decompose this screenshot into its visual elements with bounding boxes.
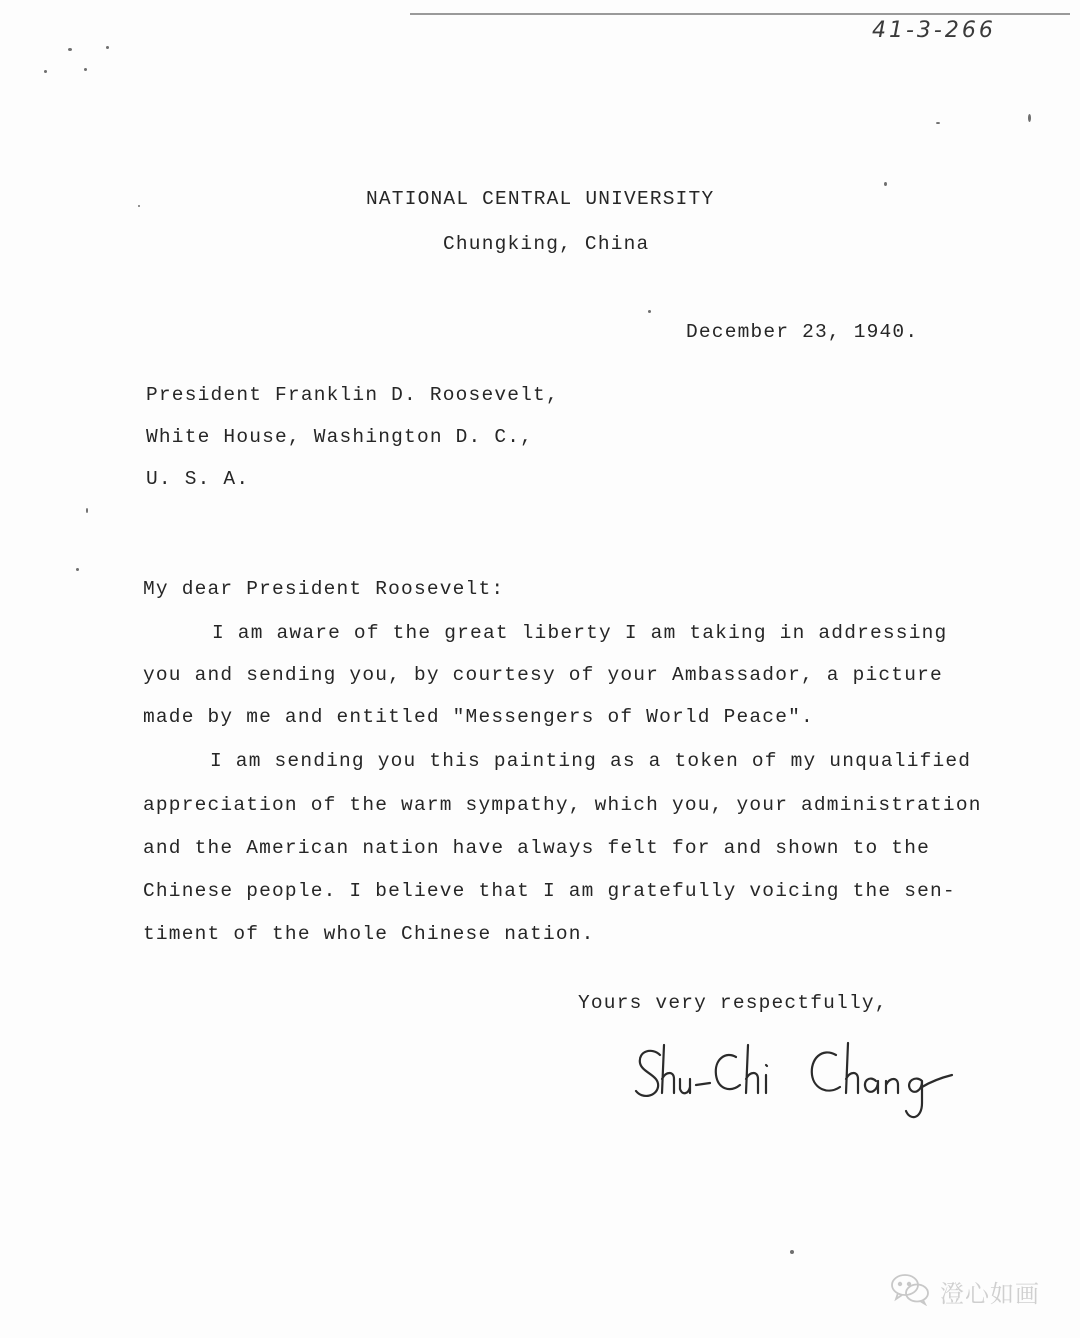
- archive-number: 41-3-266: [872, 18, 996, 43]
- scan-speck: [68, 48, 72, 51]
- scan-speck: [1028, 114, 1031, 122]
- recipient-line-3: U. S. A.: [146, 468, 250, 490]
- scan-speck: [936, 122, 940, 124]
- body-line: made by me and entitled "Messengers of World Peace".: [143, 706, 814, 728]
- scan-speck: [106, 46, 109, 49]
- scan-speck: [44, 70, 47, 73]
- body-line: I am sending you this painting as a token of my unqualified: [210, 750, 972, 772]
- recipient-line-1: President Franklin D. Roosevelt,: [146, 384, 559, 406]
- closing: Yours very respectfully,: [578, 992, 888, 1014]
- body-line: timent of the whole Chinese nation.: [143, 923, 595, 945]
- wechat-icon: [890, 1272, 932, 1311]
- scan-speck: [884, 182, 887, 186]
- scan-speck: [138, 205, 140, 207]
- body-line: I am aware of the great liberty I am taking in addressing: [212, 622, 948, 644]
- recipient-line-2: White House, Washington D. C.,: [146, 426, 534, 448]
- top-edge-rule: [410, 13, 1070, 15]
- watermark: [890, 1272, 1040, 1311]
- handwritten-signature: [630, 1035, 960, 1130]
- body-line: Chinese people. I believe that I am gratefully voicing the sen-: [143, 880, 956, 902]
- body-line: you and sending you, by courtesy of your Ambassador, a picture: [143, 664, 943, 686]
- salutation: My dear President Roosevelt:: [143, 578, 505, 600]
- body-line: and the American nation have always felt for and shown to the: [143, 837, 931, 859]
- letterhead-institution: NATIONAL CENTRAL UNIVERSITY: [366, 188, 715, 210]
- body-line: appreciation of the warm sympathy, which you, your administration: [143, 794, 982, 816]
- scan-speck: [76, 568, 79, 571]
- letter-date: December 23, 1940.: [686, 321, 919, 343]
- scan-speck: [84, 68, 87, 71]
- scan-speck: [648, 310, 651, 313]
- scan-speck: [790, 1250, 794, 1254]
- scan-speck: [86, 508, 88, 513]
- letterhead-location: Chungking, China: [443, 233, 650, 255]
- watermark-text: 澄心如画: [940, 1280, 1040, 1308]
